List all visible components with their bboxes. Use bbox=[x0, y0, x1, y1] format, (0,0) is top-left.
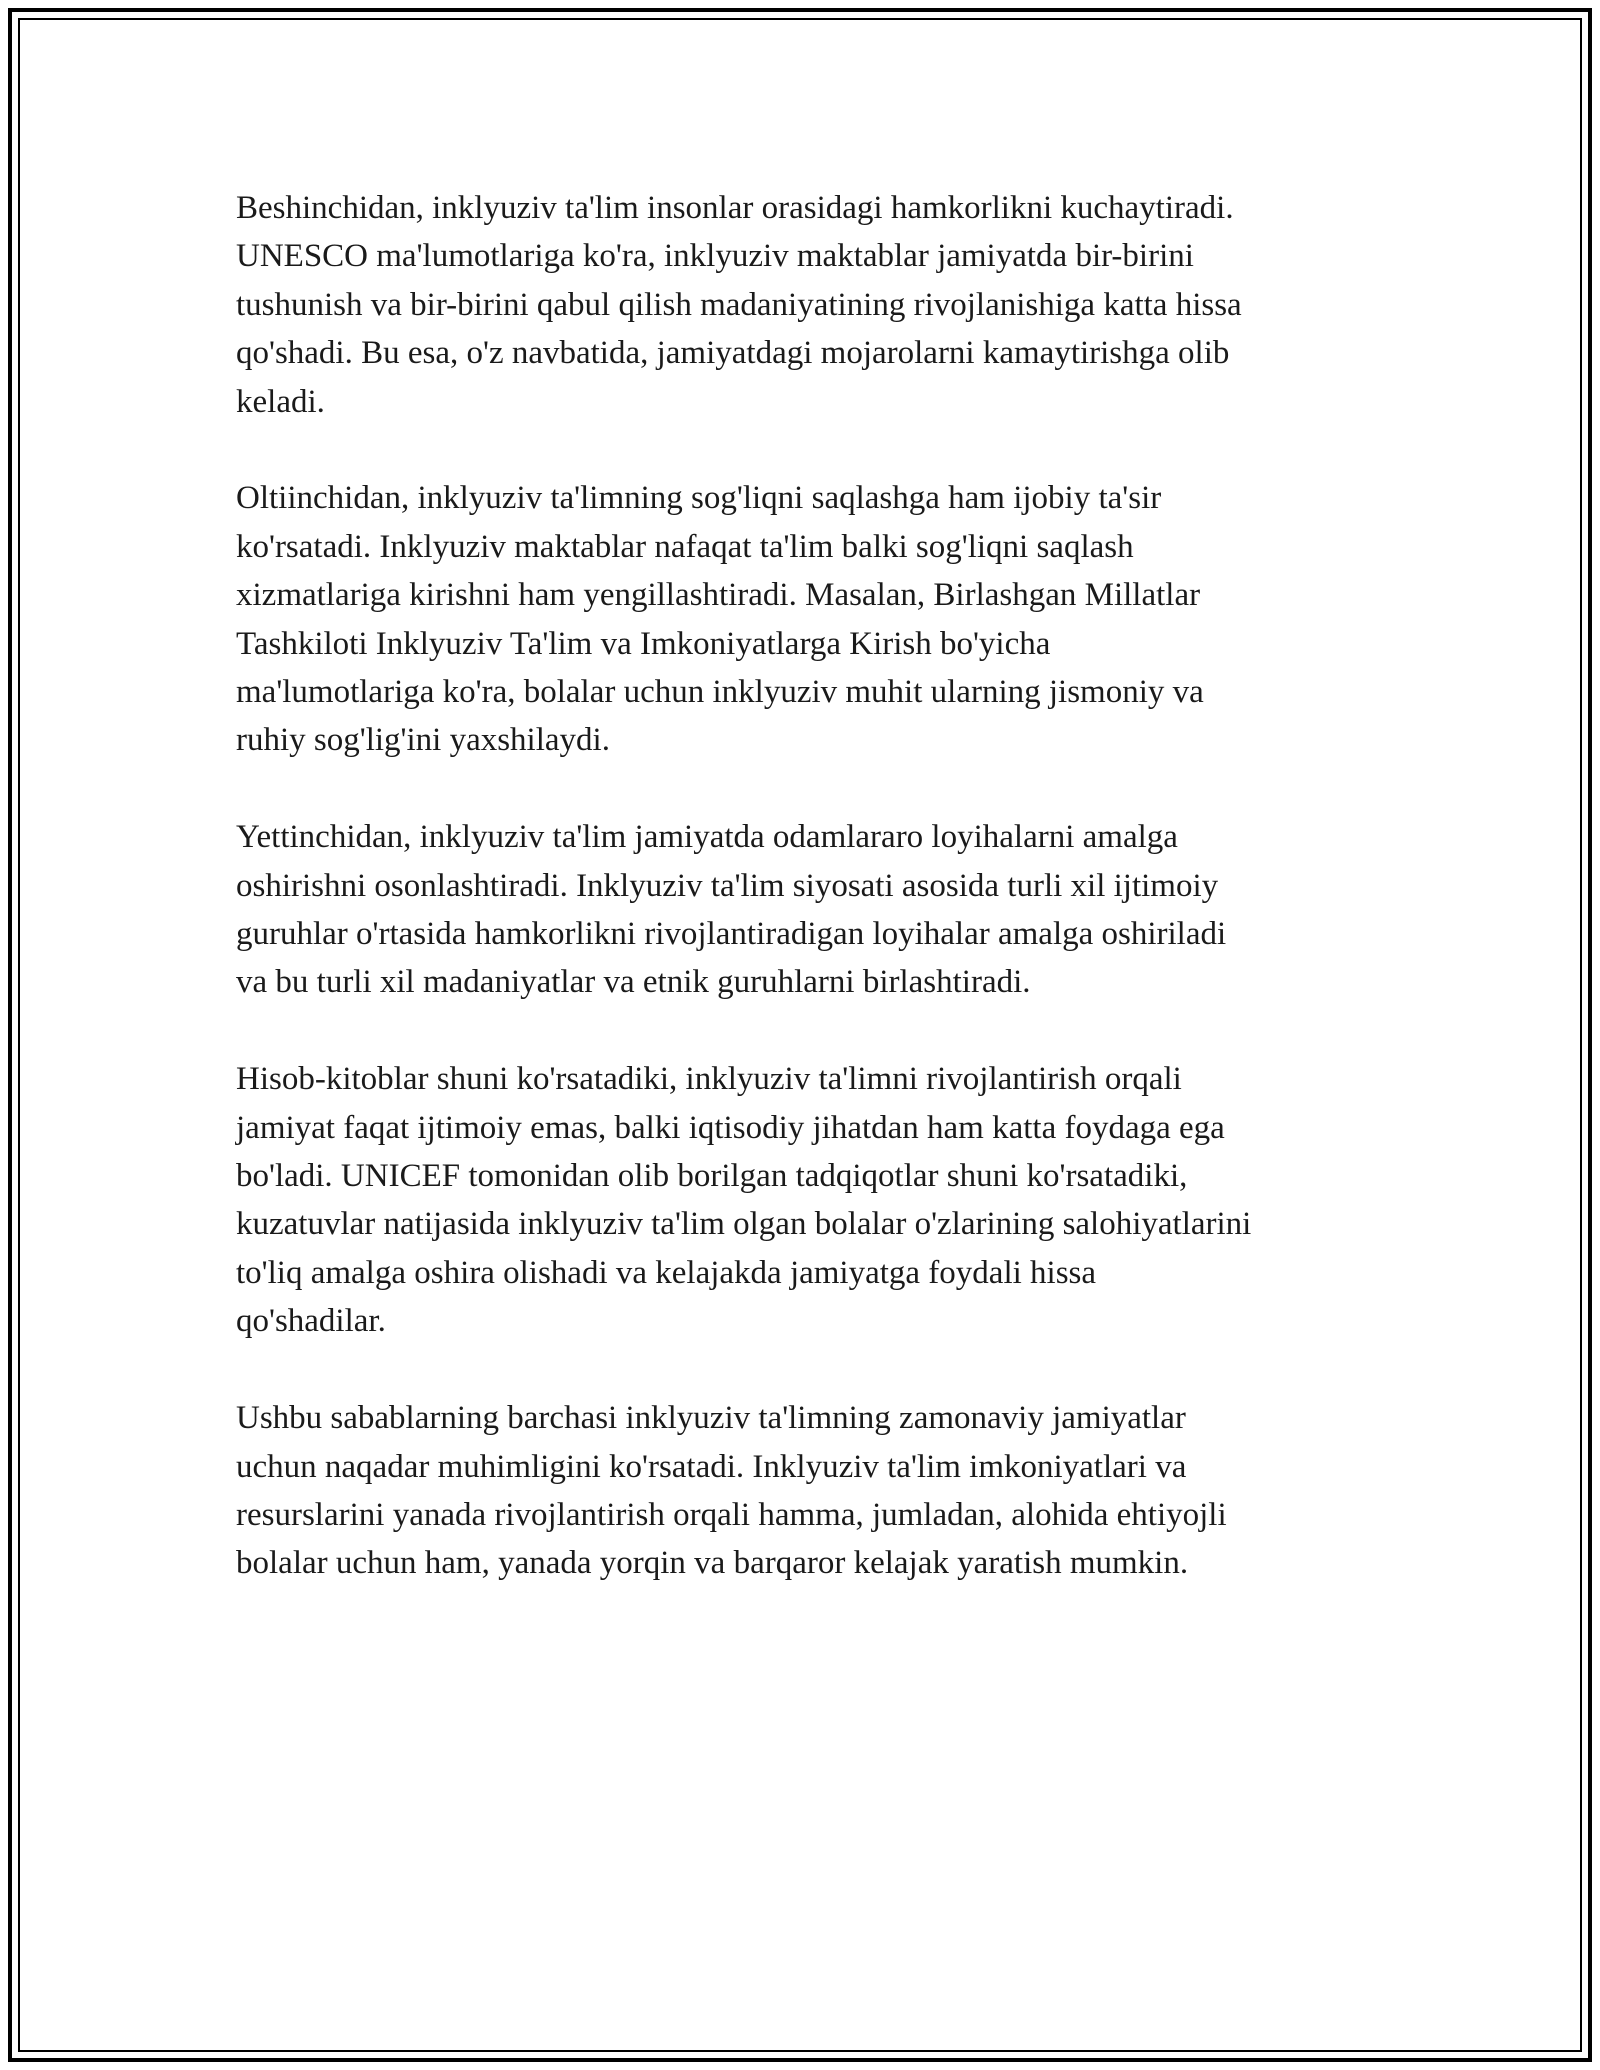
document-body bbox=[236, 184, 1386, 1636]
paragraph-ushbu-sabablar: Ushbu sabablarning barchasi inklyuziv ta'limning zamonaviy jamiyatlar uchun naqadar muhimligini ko'rsatadi. Inklyuziv ta'lim imkoniyatlari va resurslarini yanada rivojlantirish orqali hamma, jumladan, alohida ehtiyojli bolalar uchun ham, yanada yorqin va barqaror kelajak yaratish mumkin. bbox=[236, 1400, 1227, 1582]
paragraph-hisob-kitoblar: Hisob-kitoblar shuni ko'rsatadiki, inklyuziv ta'limni rivojlantirish orqali jamiyat faqat ijtimoiy emas, balki iqtisodiy jihatdan ham katta foydaga ega bo'ladi. UNICEF tomonidan olib borilgan tadqiqotlar shuni ko'rsatadiki, kuzatuvlar natijasida inklyuziv ta'lim olgan bolalar o'zlarining salohiyatlarini to'liq amalga oshira olishadi va kelajakda jamiyatga foydali hissa qo'shadilar. bbox=[236, 1061, 1252, 1340]
paragraph-beshinchidan: Beshinchidan, inklyuziv ta'lim insonlar orasidagi hamkorlikni kuchaytiradi. UNESCO ma'lumotlariga ko'ra, inklyuziv maktablar jamiyatda bir-birini tushunish va bir-birini qabul qilish madaniyatining rivojlanishiga katta hissa qo'shadi. Bu esa, o'z navbatida, jamiyatdagi mojarolarni kamaytirishga olib keladi. bbox=[236, 190, 1242, 420]
paragraph-oltiinchidan: Oltiinchidan, inklyuziv ta'limning sog'liqni saqlashga ham ijobiy ta'sir ko'rsatadi. Inklyuziv maktablar nafaqat ta'lim balki sog'liqni saqlash xizmatlariga kirishni ham yengillashtiradi. Masalan, Birlashgan Millatlar Tashkiloti Inklyuziv Ta'lim va Imkoniyatlarga Kirish bo'yicha ma'lumotlariga ko'ra, bolalar uchun inklyuziv muhit ularning jismoniy va ruhiy sog'lig'ini yaxshilaydi. bbox=[236, 480, 1204, 759]
paragraph-yettinchidan: Yettinchidan, inklyuziv ta'lim jamiyatda odamlararo loyihalarni amalga oshirishni osonlashtiradi. Inklyuziv ta'lim siyosati asosida turli xil ijtimoiy guruhlar o'rtasida hamkorlikni rivojlantiradigan loyihalar amalga oshiriladi va bu turli xil madaniyatlar va etnik guruhlarni birlashtiradi. bbox=[236, 819, 1227, 1001]
